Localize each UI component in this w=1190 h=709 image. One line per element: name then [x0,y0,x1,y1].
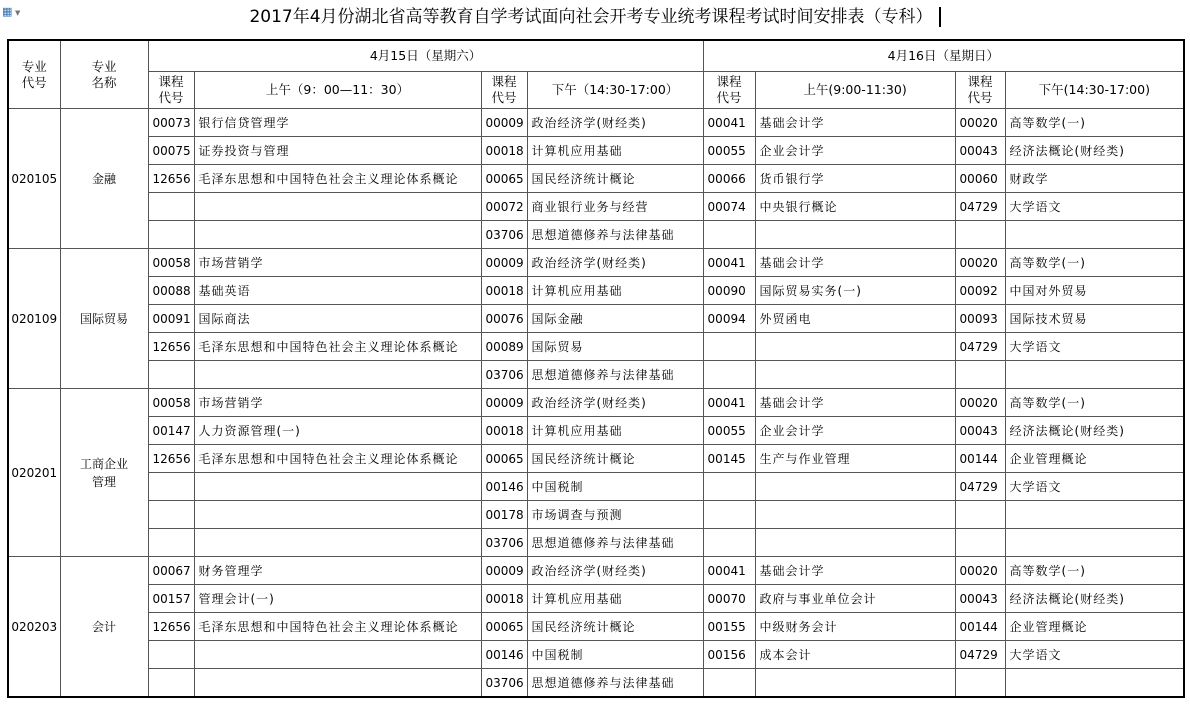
d1-am-code: 12656 [148,445,194,473]
d2-am-course: 国际贸易实务(一) [755,277,955,305]
d2-pm-code: 00060 [955,165,1005,193]
d1-am-course: 财务管理学 [194,557,481,585]
d1-am-course: 毛泽东思想和中国特色社会主义理论体系概论 [194,333,481,361]
d1-pm-course: 思想道德修养与法律基础 [527,669,703,698]
d1-am-code: 12656 [148,613,194,641]
d1-pm-course: 计算机应用基础 [527,585,703,613]
d2-pm-code: 04729 [955,333,1005,361]
d2-am-course [755,501,955,529]
d2-am-course: 外贸函电 [755,305,955,333]
d2-pm-code: 00020 [955,389,1005,417]
d2-am-code: 00156 [703,641,755,669]
d2-am-code [703,473,755,501]
header-row-sessions [8,72,1184,109]
d2-am-code [703,333,755,361]
table-row [8,109,1184,137]
header-course-code: 课程代号 [955,72,1005,109]
d2-pm-code: 04729 [955,193,1005,221]
d2-am-code: 00094 [703,305,755,333]
header-major-name: 专业名称 [60,40,148,109]
d1-pm-code: 00146 [481,641,527,669]
d2-am-course [755,361,955,389]
d1-pm-course: 政治经济学(财经类) [527,109,703,137]
d2-pm-code: 00144 [955,445,1005,473]
d2-am-code: 00055 [703,417,755,445]
d1-pm-course: 国民经济统计概论 [527,165,703,193]
header-d2-pm: 下午(14:30-17:00) [1005,72,1184,109]
d2-pm-code [955,501,1005,529]
d2-pm-code: 00092 [955,277,1005,305]
d1-am-code: 12656 [148,333,194,361]
d2-am-course: 政府与事业单位会计 [755,585,955,613]
d2-am-code: 00041 [703,109,755,137]
d2-pm-course: 高等数学(一) [1005,109,1184,137]
d1-am-course: 毛泽东思想和中国特色社会主义理论体系概论 [194,445,481,473]
d2-pm-course [1005,221,1184,249]
table-row [8,193,1184,221]
d1-pm-code: 03706 [481,669,527,698]
d1-pm-course: 中国税制 [527,641,703,669]
d2-pm-course: 大学语文 [1005,333,1184,361]
d1-pm-code: 00009 [481,249,527,277]
d2-pm-course: 财政学 [1005,165,1184,193]
d2-am-code: 00145 [703,445,755,473]
header-row-days [8,40,1184,72]
d1-am-code [148,529,194,557]
major-name-line: 管理 [91,474,116,489]
document-icon: ▦ [2,5,13,18]
d2-pm-code [955,669,1005,698]
d1-pm-code: 00018 [481,585,527,613]
d1-pm-code: 00009 [481,557,527,585]
d2-am-code: 00155 [703,613,755,641]
table-row [8,557,1184,585]
d1-pm-course: 思想道德修养与法律基础 [527,529,703,557]
d2-pm-course: 高等数学(一) [1005,557,1184,585]
d2-am-course [755,529,955,557]
d2-pm-code: 00043 [955,137,1005,165]
table-row [8,445,1184,473]
d1-pm-course: 计算机应用基础 [527,417,703,445]
d2-pm-course: 经济法概论(财经类) [1005,417,1184,445]
d1-am-course [194,473,481,501]
table-row [8,305,1184,333]
d2-pm-course [1005,361,1184,389]
major-name-cell: 金融 [60,109,148,249]
d1-am-code: 00075 [148,137,194,165]
d1-pm-course: 商业银行业务与经营 [527,193,703,221]
d1-pm-course: 国际贸易 [527,333,703,361]
d2-pm-course: 高等数学(一) [1005,249,1184,277]
table-row [8,417,1184,445]
d1-am-course: 国际商法 [194,305,481,333]
d2-am-course [755,669,955,698]
d1-pm-course: 市场调查与预测 [527,501,703,529]
d2-pm-code: 00093 [955,305,1005,333]
d1-pm-code: 00076 [481,305,527,333]
d2-am-code: 00041 [703,389,755,417]
d2-am-code [703,529,755,557]
header-d1-pm: 下午（14:30-17:00） [527,72,703,109]
d1-pm-course: 政治经济学(财经类) [527,389,703,417]
d2-am-course: 基础会计学 [755,557,955,585]
table-row [8,165,1184,193]
d1-pm-code: 00009 [481,109,527,137]
d2-am-code [703,669,755,698]
d1-pm-course: 中国税制 [527,473,703,501]
table-row [8,249,1184,277]
d1-am-code [148,641,194,669]
d2-pm-course: 经济法概论(财经类) [1005,137,1184,165]
schedule-table [7,39,1185,698]
d1-pm-course: 计算机应用基础 [527,277,703,305]
d2-pm-course: 经济法概论(财经类) [1005,585,1184,613]
d1-am-course: 证券投资与管理 [194,137,481,165]
d2-pm-course [1005,669,1184,698]
table-row [8,641,1184,669]
d2-pm-code: 04729 [955,641,1005,669]
d1-am-course: 市场营销学 [194,249,481,277]
d2-am-course: 企业会计学 [755,137,955,165]
major-name-line: 工商企业 [79,456,128,471]
d1-am-code [148,669,194,698]
header-course-code: 课程代号 [481,72,527,109]
d2-am-code [703,221,755,249]
d2-am-course [755,333,955,361]
d2-am-course: 企业会计学 [755,417,955,445]
table-row [8,501,1184,529]
header-d2-am: 上午(9:00-11:30) [755,72,955,109]
d1-am-code [148,501,194,529]
major-name-cell: 国际贸易 [60,249,148,389]
d1-am-code: 00067 [148,557,194,585]
d1-pm-code: 00018 [481,417,527,445]
d1-am-course: 银行信贷管理学 [194,109,481,137]
table-row [8,529,1184,557]
d2-pm-code: 00020 [955,109,1005,137]
d2-pm-code: 00043 [955,417,1005,445]
table-row [8,669,1184,698]
d1-am-course [194,641,481,669]
d2-am-course: 基础会计学 [755,109,955,137]
d1-am-course [194,529,481,557]
d1-am-course: 毛泽东思想和中国特色社会主义理论体系概论 [194,165,481,193]
d2-am-course [755,473,955,501]
d1-am-code: 00073 [148,109,194,137]
d2-pm-code: 00020 [955,249,1005,277]
d2-am-course: 基础会计学 [755,249,955,277]
d1-pm-code: 00178 [481,501,527,529]
d2-am-course: 基础会计学 [755,389,955,417]
d1-am-code: 00058 [148,249,194,277]
header-major-code: 专业代号 [8,40,60,109]
d2-pm-code: 00020 [955,557,1005,585]
table-row [8,473,1184,501]
d1-am-course [194,193,481,221]
d1-pm-course: 国民经济统计概论 [527,445,703,473]
d1-pm-course: 思想道德修养与法律基础 [527,361,703,389]
d1-pm-code: 00146 [481,473,527,501]
d2-pm-course: 大学语文 [1005,473,1184,501]
d1-am-code: 00091 [148,305,194,333]
text-cursor [939,7,941,27]
d2-pm-course: 高等数学(一) [1005,389,1184,417]
d2-pm-code: 00043 [955,585,1005,613]
d1-pm-code: 00089 [481,333,527,361]
d2-pm-code [955,529,1005,557]
d1-pm-course: 国际金融 [527,305,703,333]
table-row [8,585,1184,613]
d2-pm-code [955,361,1005,389]
table-row [8,333,1184,361]
d2-am-code [703,501,755,529]
table-row [8,277,1184,305]
d2-pm-course [1005,501,1184,529]
d2-am-course: 成本会计 [755,641,955,669]
d1-am-course [194,361,481,389]
d2-pm-course: 企业管理概论 [1005,613,1184,641]
table-row [8,389,1184,417]
d1-pm-course: 政治经济学(财经类) [527,249,703,277]
d2-am-course: 货币银行学 [755,165,955,193]
d1-am-course: 人力资源管理(一) [194,417,481,445]
table-row [8,361,1184,389]
d1-pm-course: 计算机应用基础 [527,137,703,165]
d1-am-course: 管理会计(一) [194,585,481,613]
d2-pm-course: 大学语文 [1005,641,1184,669]
d1-pm-code: 00065 [481,445,527,473]
d1-am-course: 市场营销学 [194,389,481,417]
d1-am-course [194,221,481,249]
d2-pm-course: 企业管理概论 [1005,445,1184,473]
d1-am-code: 12656 [148,165,194,193]
d1-am-code [148,361,194,389]
d2-am-code: 00041 [703,249,755,277]
d1-pm-code: 00018 [481,137,527,165]
d2-am-code: 00055 [703,137,755,165]
d2-am-code: 00074 [703,193,755,221]
d2-am-code: 00066 [703,165,755,193]
major-code-cell: 020203 [8,557,60,698]
d2-pm-course [1005,529,1184,557]
major-code-cell: 020201 [8,389,60,557]
chevron-down-icon[interactable]: ▼ [15,9,21,17]
d2-am-course: 生产与作业管理 [755,445,955,473]
header-course-code: 课程代号 [703,72,755,109]
header-day1: 4月15日（星期六） [148,40,703,72]
d1-am-code: 00157 [148,585,194,613]
major-code-cell: 020105 [8,109,60,249]
major-code-cell: 020109 [8,249,60,389]
major-name-cell [60,389,148,557]
d2-pm-code [955,221,1005,249]
d2-am-course: 中央银行概论 [755,193,955,221]
header-d1-am: 上午（9：00—11：30） [194,72,481,109]
table-row [8,137,1184,165]
header-course-code: 课程代号 [148,72,194,109]
d2-am-code: 00041 [703,557,755,585]
d1-pm-code: 00018 [481,277,527,305]
d1-am-code: 00147 [148,417,194,445]
d1-pm-code: 00009 [481,389,527,417]
d1-pm-course: 政治经济学(财经类) [527,557,703,585]
d2-pm-course: 国际技术贸易 [1005,305,1184,333]
d1-am-code [148,193,194,221]
d2-pm-code: 04729 [955,473,1005,501]
d2-am-code: 00090 [703,277,755,305]
d2-am-course [755,221,955,249]
header-day2: 4月16日（星期日） [703,40,1184,72]
d1-pm-code: 03706 [481,361,527,389]
d1-am-course [194,501,481,529]
d1-pm-code: 03706 [481,221,527,249]
major-name-cell: 会计 [60,557,148,698]
d1-am-code [148,473,194,501]
d2-pm-code: 00144 [955,613,1005,641]
d1-pm-code: 00065 [481,165,527,193]
d2-am-course: 中级财务会计 [755,613,955,641]
d1-pm-course: 思想道德修养与法律基础 [527,221,703,249]
d1-am-course [194,669,481,698]
d2-am-code: 00070 [703,585,755,613]
d1-pm-code: 03706 [481,529,527,557]
d1-pm-code: 00072 [481,193,527,221]
d2-pm-course: 中国对外贸易 [1005,277,1184,305]
d1-am-code: 00088 [148,277,194,305]
d1-pm-course: 国民经济统计概论 [527,613,703,641]
table-row [8,221,1184,249]
d1-pm-code: 00065 [481,613,527,641]
d2-pm-course: 大学语文 [1005,193,1184,221]
d2-am-code [703,361,755,389]
d1-am-course: 基础英语 [194,277,481,305]
d1-am-course: 毛泽东思想和中国特色社会主义理论体系概论 [194,613,481,641]
table-row [8,613,1184,641]
page-title: 2017年4月份湖北省高等教育自学考试面向社会开考专业统考课程考试时间安排表（专科） [0,4,1190,30]
d1-am-code: 00058 [148,389,194,417]
d1-am-code [148,221,194,249]
